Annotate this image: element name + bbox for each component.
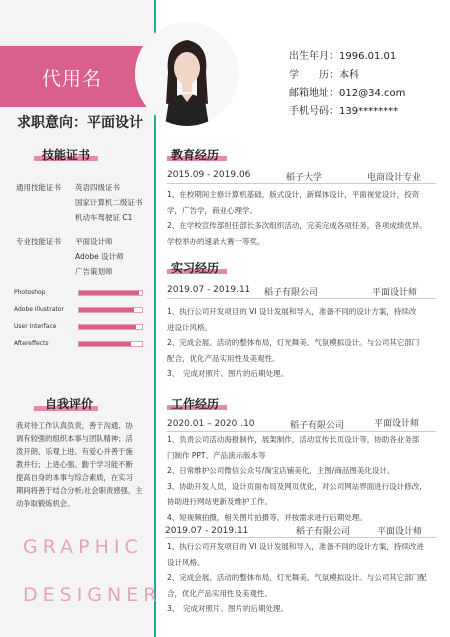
work2-desc: 1、执行公司开发项目的 VI 设计发展和导入，准备不同的设计方案，持续改进 设计风格。 2、完成会展、活动的整体布局，灯光舞美、气氛模拟设计。与公司其它部门配 合，优化产品实用性及美观性。 3、 完成对照片、图片的后期处理。 (167, 542, 427, 613)
cert-item: 国家计算机二级证书 (75, 198, 143, 207)
skill-bar-fill (79, 325, 136, 329)
job-objective: 求职意向：平面设计 (17, 115, 143, 131)
edu-desc: 1、在校期间主修计算机基础，版式设计，新媒体设计，平面视觉设计，投资 学，广告学，商业心理学。 2、在学校宣传部担任部长多次组织活动，完美完成各项任务，各项成绩优异。 学校举办的速录大赛一等奖。 (167, 190, 427, 246)
info-phone: 手机号码：139******** (289, 106, 399, 117)
cert-item: 广告策划师 (75, 267, 113, 276)
edu-date: 2015.09 - 2019.06 (167, 170, 251, 180)
profile-photo (135, 22, 239, 126)
work1-role: 平面设计师 (374, 419, 420, 429)
software-name: Photoshop (14, 289, 46, 296)
cert-item: 平面设计师 (75, 237, 113, 246)
software-name: Adobe Illustrator (14, 306, 64, 313)
edu-org: 稻子大学 (286, 173, 323, 183)
intern-org: 稻子有限公司 (264, 288, 319, 298)
work2-role: 平面设计师 (377, 527, 423, 537)
info-birth: 出生年月：1996.01.01 (289, 51, 397, 62)
cert-item: Adobe 设计师 (75, 252, 124, 261)
skill-bar (78, 307, 143, 313)
cert-item: 机动车驾驶证 C1 (75, 213, 133, 222)
software-name: Aftereffects (14, 340, 49, 347)
skill-bar (78, 324, 143, 330)
skill-bar-fill (79, 308, 134, 312)
skill-bar-fill (79, 342, 131, 346)
skill-bar (78, 290, 143, 296)
candidate-name: 代用名 (42, 68, 103, 90)
general-cert-label: 通用技能证书 (16, 183, 61, 192)
edu-divider (167, 183, 436, 184)
edu-role: 电商设计专业 (367, 173, 422, 183)
deco-graphic: GRAPHIC (23, 536, 143, 558)
software-name: User Interface (14, 323, 57, 330)
work2-org: 稻子有限公司 (296, 527, 351, 537)
work-title: 工作经历 (171, 397, 220, 411)
cert-item: 英语四级证书 (75, 183, 120, 192)
work1-date: 2020.01 – 2020 .10 (167, 419, 255, 429)
skill-bar-fill (79, 291, 139, 295)
intern-title: 实习经历 (171, 261, 220, 275)
intern-role: 平面设计师 (372, 288, 418, 298)
self-eval-title: 自我评价 (45, 397, 94, 411)
intern-divider (167, 298, 436, 299)
work1-org: 稻子有限公司 (290, 421, 345, 431)
edu-title: 教育经历 (171, 148, 220, 162)
work2-date: 2019.07 - 2019.11 (165, 526, 249, 536)
intern-date: 2019.07 - 2019.11 (167, 285, 251, 295)
skills-title: 技能证书 (42, 148, 91, 162)
info-education: 学 历：本科 (289, 70, 359, 81)
work1-desc: 1、负责公司活动海报制作，展架制作，活动宣传长页设计等，协助各业务部 门制作 PPT、产品演示版本等 2、日常维护公司微信公众号/淘宝店铺美化，主图/商品图美化设计。 3、协助开发人员，设计页面布局及网页优化，对公司网站界面进行设计修改, 协助进行网站更新及维护工作。 4、短视频拍摄，相关图片拍摄等，并按需求进行后期处理。 (167, 435, 422, 522)
self-eval-text: 我对待工作认真负责，善于沟通、协 调有较强的组织本事与团队精神；活 泼开朗、乐观上进、有爱心并善于施 教并行；上进心强、勤于学习能不断 提高自身的本事与综合素质，在实习 期间将善于结合分析;社会职责感强，主 动争取锻炼机会。 (16, 421, 143, 508)
pro-cert-label: 专业技能证书 (16, 237, 61, 246)
intern-desc: 1、执行公司开发项目的 VI 设计发展和导入，准备不同的设计方案，持续改 进设计风格。 2、完成会展、活动的整体布局，灯光舞美、气氛模拟设计。与公司其它部门 配合，优化产品实用性及美观性。 3、 完成对照片、图片的后期处理。 (167, 307, 420, 378)
info-email: 邮箱地址：012@34.com (289, 88, 406, 99)
skill-bar (78, 341, 143, 347)
work2-divider (165, 537, 436, 538)
deco-designer: DESIGNER (23, 584, 162, 606)
